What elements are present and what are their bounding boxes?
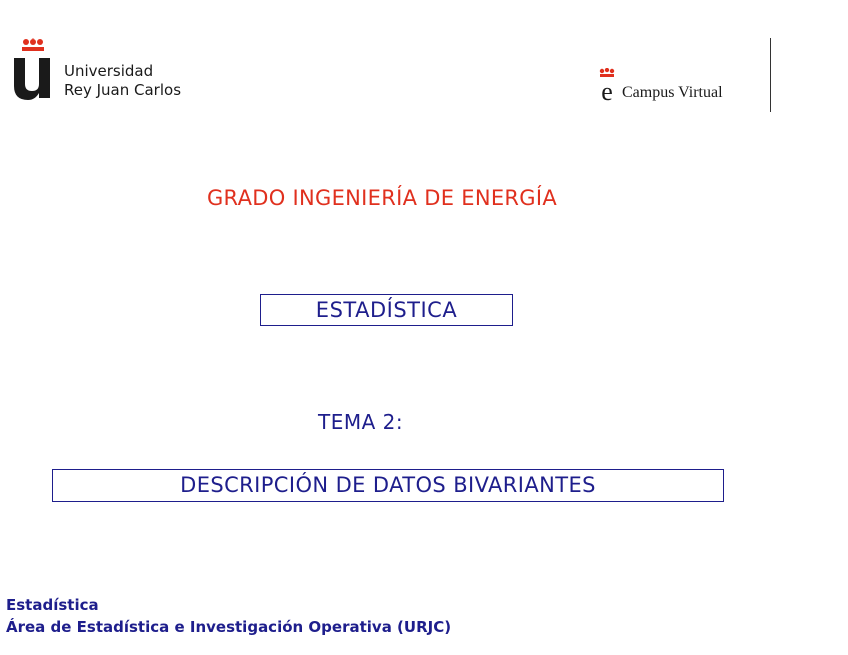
svg-text:e: e [601, 77, 613, 104]
urjc-logo-text [64, 62, 181, 100]
topic-number: TEMA 2: [318, 410, 404, 434]
urjc-logo [12, 38, 212, 102]
urjc-u-crown-icon [12, 38, 52, 102]
degree-title: GRADO INGENIERÍA DE ENERGÍA [206, 186, 558, 210]
topic-title: DESCRIPCIÓN DE DATOS BIVARIANTES [52, 469, 724, 502]
footer-department: Área de Estadística e Investigación Operativa (URJC) [6, 618, 452, 636]
urjc-logo-line2: Rey Juan Carlos [64, 81, 182, 99]
footer [6, 594, 451, 638]
e-crown-icon [596, 68, 618, 104]
logo-divider [770, 38, 771, 112]
campus-virtual-text: Campus Virtual [622, 84, 723, 101]
course-title: ESTADÍSTICA [260, 294, 513, 326]
footer-course: Estadística [6, 596, 99, 614]
urjc-logo-line1: Universidad [64, 62, 154, 80]
campus-virtual-logo [596, 38, 776, 112]
